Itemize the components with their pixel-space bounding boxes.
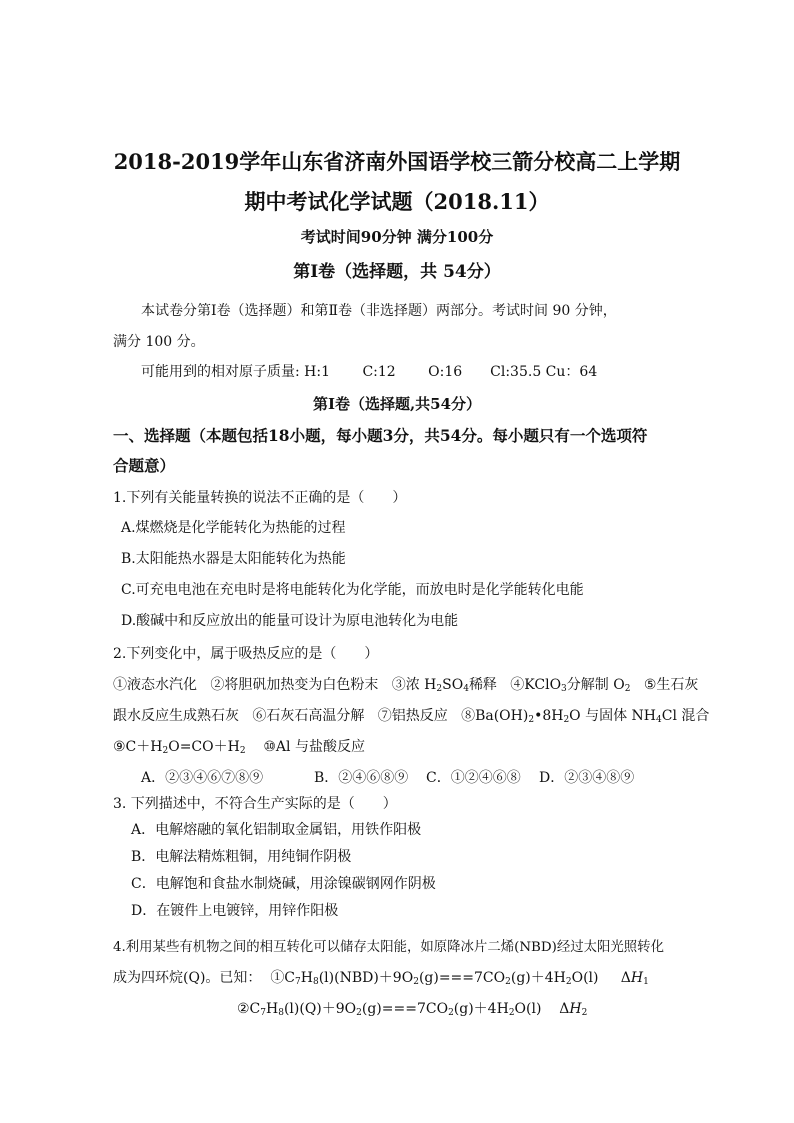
exam-info: 考试时间90分钟 满分100分 (300, 228, 494, 246)
q2-option-b: B．②④⑥⑧⑨ (314, 770, 409, 786)
q3-option-c: C．电解饱和食盐水制烧碱，用涂镍碳钢网作阴极 (131, 876, 436, 892)
q2-item-2: ②将胆矾加热变为白色粉末 (210, 677, 379, 693)
q1-option-c: C.可充电电池在充电时是将电能转化为化学能，而放电时是化学能转化电能 (121, 582, 584, 598)
title-line-2: 期中考试化学试题（2018.11） (244, 189, 550, 214)
q4-equation-2: $②C_7H_8(l)(Q)+9O_2(g)===7CO_2(g)+4H_2O(l)$ $\Delta H_2$ (237, 1001, 588, 1018)
q2-item-6: ⑥石灰石高温分解 (252, 708, 365, 724)
part1-heading-2: 第Ⅰ卷（选择题,共54分） (312, 395, 482, 413)
q2-item-7: ⑦铝热反应 (377, 708, 448, 724)
q2-items-line-1 (113, 675, 698, 695)
q1-stem: 1.下列有关能量转换的说法不正确的是（ ） (113, 490, 407, 506)
q4-given: 成为四环烷(Q)。已知： (113, 970, 262, 986)
q2-item-8: $⑧Ba(OH)_2•8H_2O$ 与固体 $NH_4Cl$ 混合 (461, 708, 710, 725)
q2-items-line-2 (113, 706, 709, 726)
q4-line-1: 4.利用某些有机物之间的相互转化可以储存太阳能，如原降冰片二烯(NBD)经过太阳光照转化 (113, 940, 664, 955)
q1-option-d: D.酸碱中和反应放出的能量可设计为原电池转化为电能 (121, 613, 459, 629)
q2-item-4: ④KClO$_3$分解制 $O_2$ (510, 677, 631, 694)
title-line-1: 2018-2019学年山东省济南外国语学校三箭分校高二上学期 (113, 149, 681, 174)
q2-option-c: C．①②④⑥⑧ (426, 770, 521, 786)
q3-option-b: B．电解法精炼粗铜，用纯铜作阴极 (131, 849, 352, 865)
atomic-masses: 可能用到的相对原子质量: H:1 C:12 O:16 Cl:35.5 Cu：64 (141, 364, 598, 380)
section1-line-1: 一、选择题（本题包括18小题，每小题3分，共54分。每小题只有一个选项符 (113, 426, 648, 445)
intro-line-2: 满分 100 分。 (113, 334, 205, 350)
q4-equation-1: $①C_7H_8(l)(NBD)+9O_2(g)===7CO_2(g)+4H_2O(l)$ $\Delta H_1$ (270, 970, 649, 987)
q2-item-5-cont: 跟水反应生成熟石灰 (113, 708, 239, 724)
q2-item-1: ①液态水汽化 (113, 677, 197, 693)
q2-option-a: A．②③④⑥⑦⑧⑨ (141, 770, 264, 786)
part1-heading: 第Ⅰ卷（选择题，共 54分） (293, 262, 501, 282)
q2-item-9: $⑨C+H_2O=CO+H_2$ (113, 739, 246, 756)
q1-option-a: A.煤燃烧是化学能转化为热能的过程 (121, 520, 346, 536)
q2-item-10: ⑩Al 与盐酸反应 (263, 739, 365, 755)
intro-line-1: 本试卷分第Ⅰ卷（选择题）和第Ⅱ卷（非选择题）两部分。考试时间 90 分钟， (141, 303, 617, 319)
q3-stem: 3. 下列描述中，不符合生产实际的是（ ） (113, 796, 397, 812)
q2-item-5: ⑤生石灰 (643, 677, 699, 693)
q2-items-line-3 (113, 737, 365, 757)
q3-option-d: D．在镀件上电镀锌，用锌作阳极 (131, 903, 339, 919)
q2-item-3: ③浓 $H_2SO_4$稀释 (391, 677, 497, 694)
q2-stem: 2.下列变化中，属于吸热反应的是（ ） (113, 646, 379, 662)
section1-line-2: 合题意） (113, 456, 176, 475)
q3-option-a: A．电解熔融的氧化铝制取金属铝，用铁作阳极 (131, 822, 422, 838)
q4-line-2 (113, 968, 649, 988)
q2-option-d: D．②③④⑧⑨ (539, 770, 635, 786)
q1-option-b: B.太阳能热水器是太阳能转化为热能 (121, 551, 346, 567)
